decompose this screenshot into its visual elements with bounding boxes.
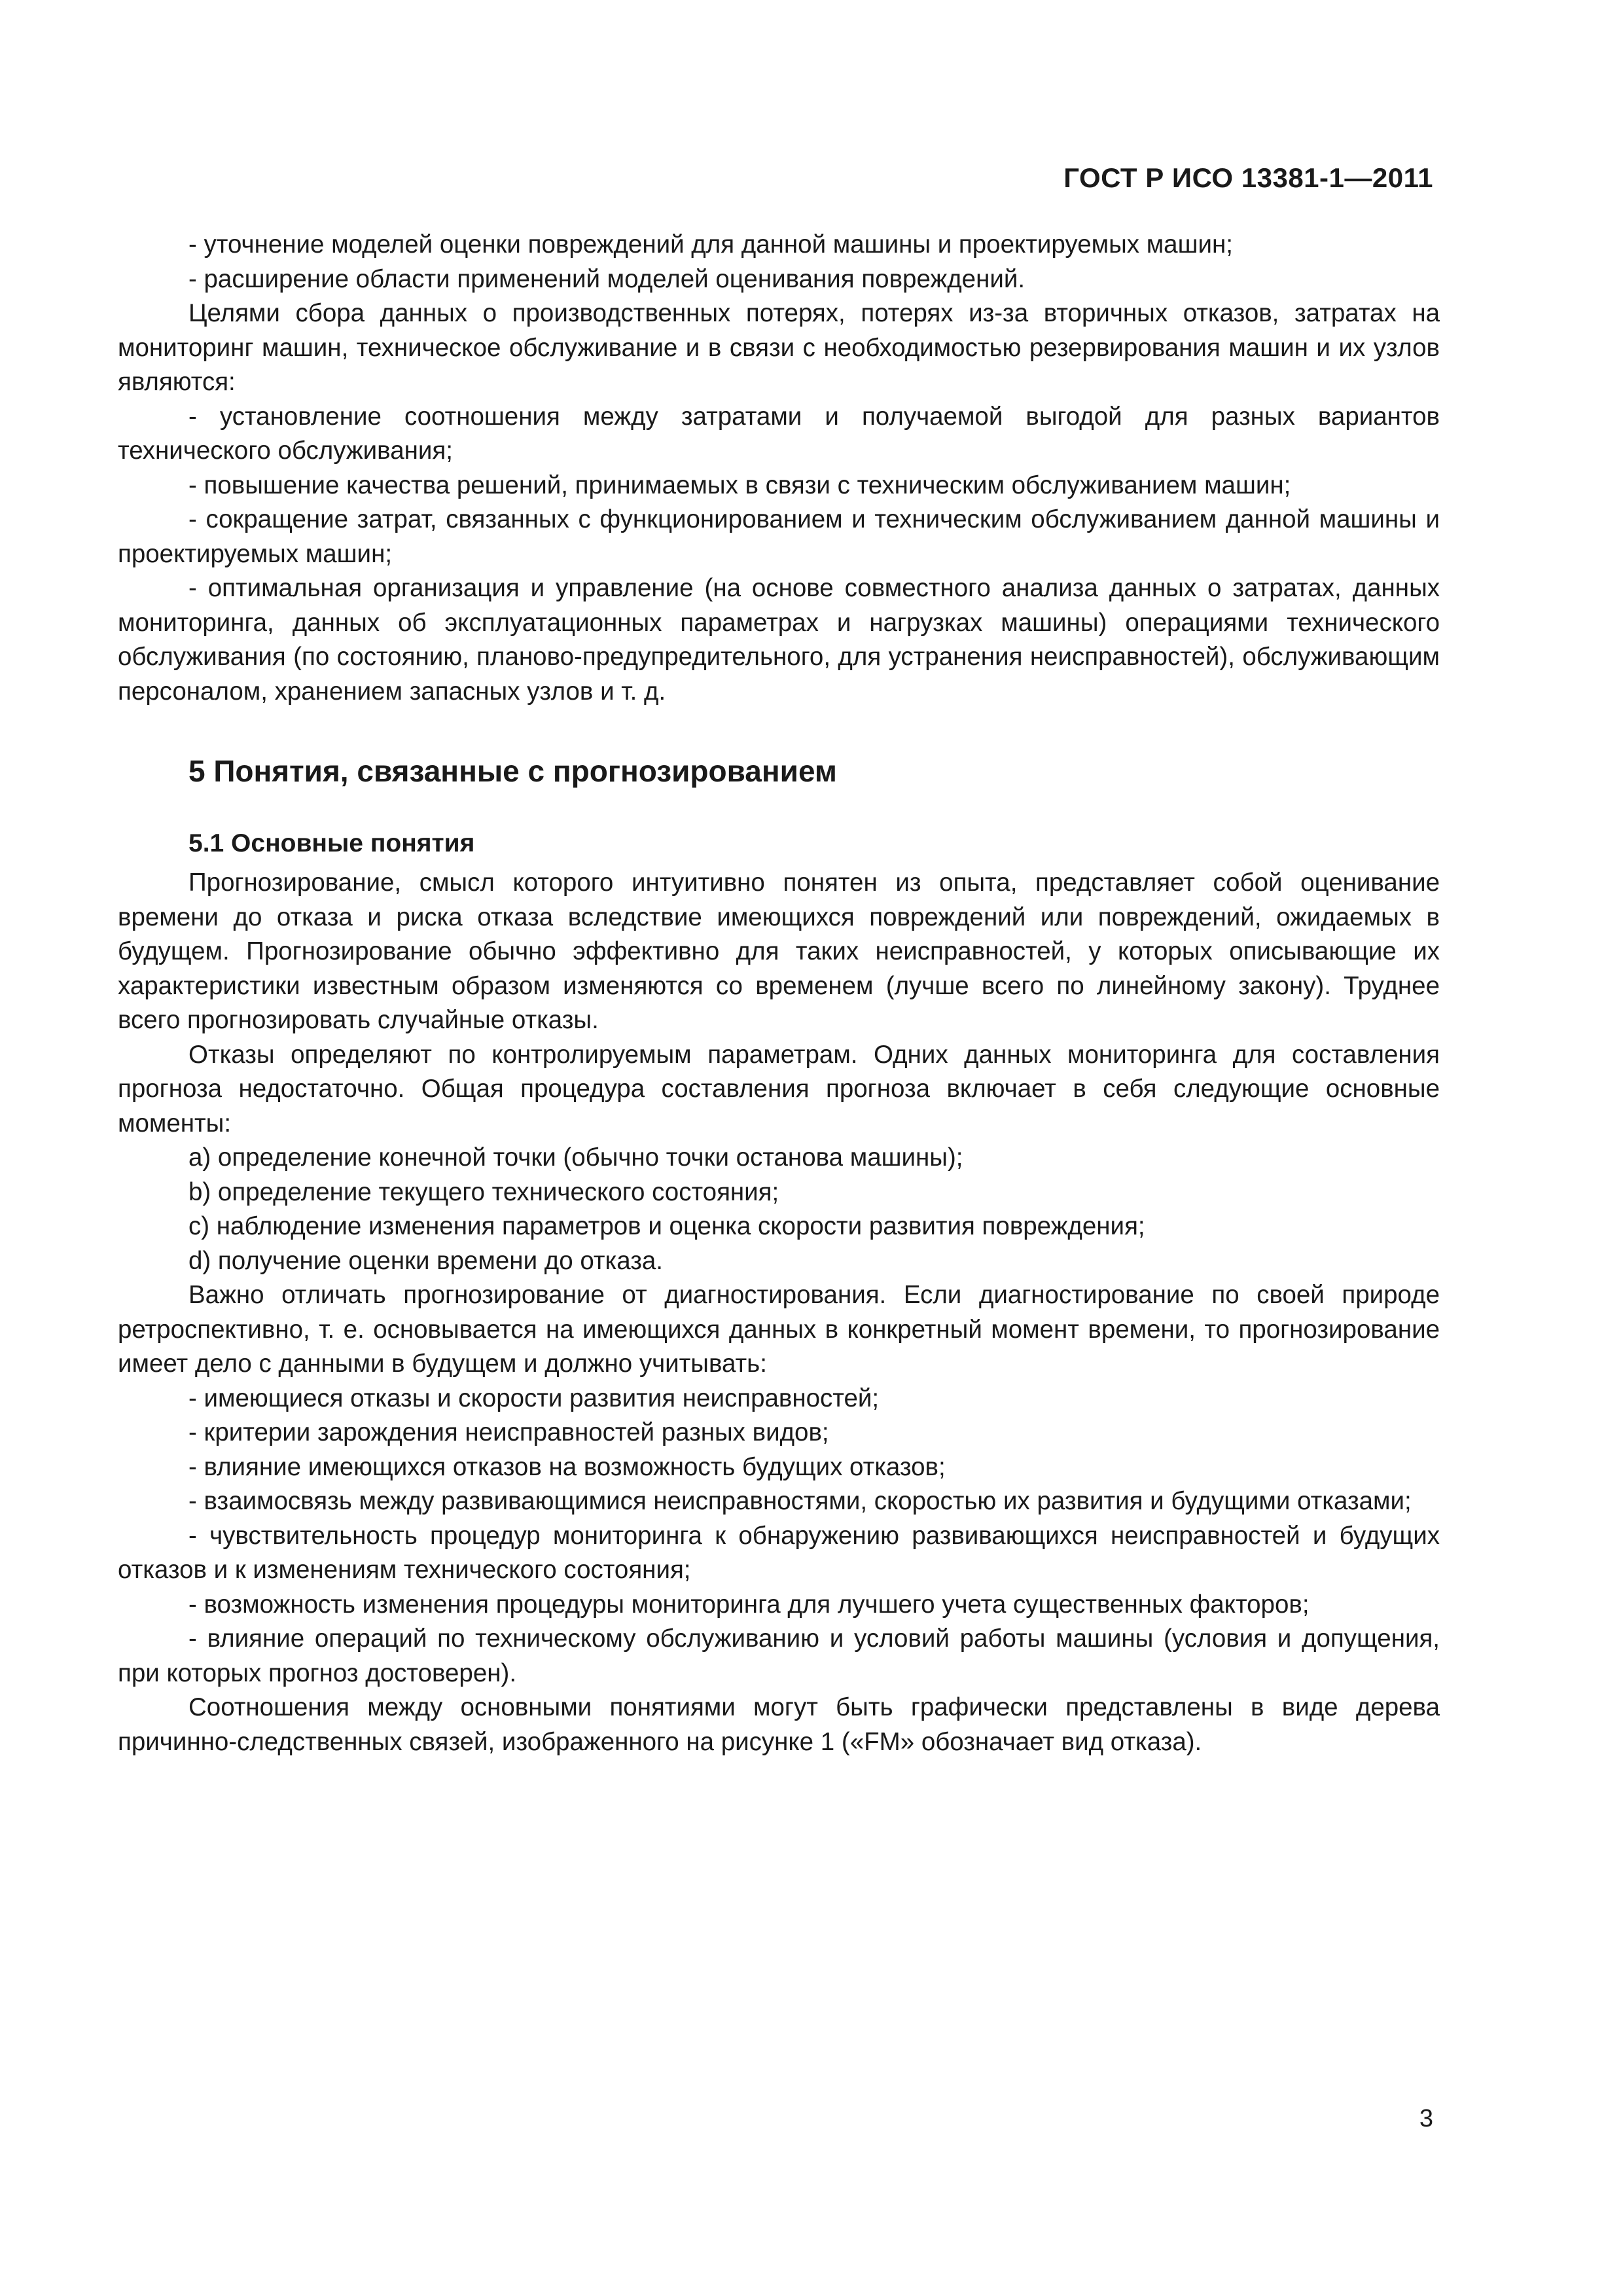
paragraph: Целями сбора данных о производственных потерях, потерях из-за вторичных отказов, затратах на мониторинг машин, техническое обслуживание и в связи с необходимостью резервирования машин и их узлов являются:: [118, 299, 1440, 396]
section-heading: 5 Понятия, связанные с прогнозированием: [188, 754, 837, 788]
paragraph: Отказы определяют по контролируемым параметрам. Одних данных мониторинга для составления прогноза недостаточно. Общая процедура составления прогноза включает в себя следующие основные моменты:: [118, 1040, 1440, 1138]
list-item: - сокращение затрат, связанных с функционированием и техническим обслуживанием данной машины и проектируемых машин;: [118, 505, 1440, 568]
list-item: - расширение области применений моделей оценивания повреждений.: [188, 264, 1026, 293]
paragraph: Соотношения между основными понятиями могут быть графически представлены в виде дерева причинно-следственных связей, изображенного на рисунке 1 («FM» обозначает вид отказа).: [118, 1693, 1440, 1756]
list-item: - взаимосвязь между развивающимися неисправностями, скоростью их развития и будущими отказами;: [188, 1487, 1412, 1515]
document-body: [118, 228, 1440, 1759]
list-item: - установление соотношения между затратами и получаемой выгодой для разных вариантов технического обслуживания;: [118, 402, 1440, 465]
standard-code-header: ГОСТ Р ИСО 13381-1—2011: [1063, 162, 1433, 193]
subsection-heading: 5.1 Основные понятия: [188, 829, 475, 857]
list-item: - влияние операций по техническому обслуживанию и условий работы машины (условия и допущения, при которых прогноз достоверен).: [118, 1624, 1440, 1687]
list-item: - влияние имеющихся отказов на возможность будущих отказов;: [188, 1452, 946, 1481]
list-item: c) наблюдение изменения параметров и оценка скорости развития повреждения;: [188, 1212, 1145, 1240]
list-item: - оптимальная организация и управление (на основе совместного анализа данных о затратах, данных мониторинга, данных об эксплуатационных параметрах и нагрузках машины) операциями технического обслуживания (по состоянию, планово-предупредительного, для устранения неисправностей), обслуживающим персоналом, хранением запасных узлов и т. д.: [118, 574, 1440, 706]
list-item: - возможность изменения процедуры мониторинга для лучшего учета существенных факторов;: [188, 1590, 1310, 1619]
list-item: - повышение качества решений, принимаемых в связи с техническим обслуживанием машин;: [188, 471, 1291, 499]
list-item: a) определение конечной точки (обычно точки останова машины);: [188, 1143, 963, 1172]
list-item: - уточнение моделей оценки повреждений для данной машины и проектируемых машин;: [188, 230, 1233, 259]
list-item: d) получение оценки времени до отказа.: [188, 1246, 663, 1275]
list-item: - чувствительность процедур мониторинга к обнаружению развивающихся неисправностей и будущих отказов и к изменениям технического состояния;: [118, 1521, 1440, 1584]
paragraph: Важно отличать прогнозирование от диагностирования. Если диагностирование по своей природе ретроспективно, т. е. основывается на имеющихся данных в конкретный момент времени, то прогнозирование имеет дело с данными в будущем и должно учитывать:: [118, 1281, 1440, 1378]
list-item: b) определение текущего технического состояния;: [188, 1177, 779, 1206]
list-item: - критерии зарождения неисправностей разных видов;: [188, 1418, 829, 1446]
paragraph: Прогнозирование, смысл которого интуитивно понятен из опыта, представляет собой оценивание времени до отказа и риска отказа вследствие имеющихся повреждений или повреждений, ожидаемых в будущем. Прогнозирование обычно эффективно для таких неисправностей, у которых описывающие их характеристики известным образом изменяются со временем (лучше всего по линейному закону). Труднее всего прогнозировать случайные отказы.: [118, 869, 1440, 1034]
list-item: - имеющиеся отказы и скорости развития неисправностей;: [188, 1384, 880, 1412]
page-number: 3: [1419, 2105, 1433, 2132]
